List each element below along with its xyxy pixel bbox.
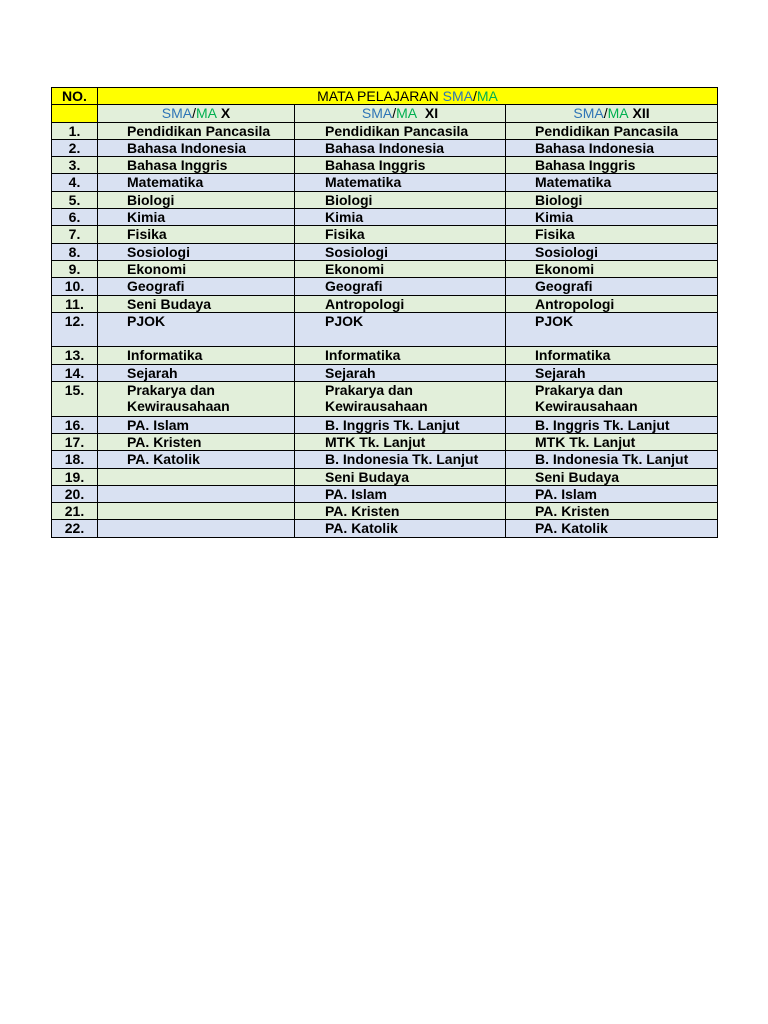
no-column-header: NO.	[52, 88, 98, 105]
subject-grade-xii: Bahasa Inggris	[506, 157, 718, 174]
grade-x-header	[98, 105, 295, 122]
row-number: 13.	[52, 347, 98, 364]
subject-grade-xi: Biologi	[295, 191, 506, 208]
subject-grade-xii: B. Indonesia Tk. Lanjut	[506, 451, 718, 468]
subject-grade-xii: Sejarah	[506, 364, 718, 381]
subject-grade-xii: Fisika	[506, 226, 718, 243]
title-slash: /	[472, 88, 477, 104]
row-number: 21.	[52, 503, 98, 520]
row-number: 8.	[52, 243, 98, 260]
grade-xi-header	[295, 105, 506, 122]
row-number: 4.	[52, 174, 98, 191]
subject-grade-x: Matematika	[98, 174, 295, 191]
row-number: 3.	[52, 157, 98, 174]
subject-grade-xii: Geografi	[506, 278, 718, 295]
grade-x-sma: SMA	[161, 105, 193, 122]
subject-grade-xi: PA. Kristen	[295, 503, 506, 520]
subjects-table	[51, 87, 718, 538]
subject-grade-xi: PA. Katolik	[295, 520, 506, 537]
subject-grade-xi: Informatika	[295, 347, 506, 364]
grade-xii-level: XII	[628, 105, 650, 122]
row-number: 16.	[52, 416, 98, 433]
subject-grade-xii: PA. Katolik	[506, 520, 718, 537]
grade-x-ma: MA	[196, 105, 217, 122]
subject-grade-xii: Seni Budaya	[506, 468, 718, 485]
subject-grade-xii: Sosiologi	[506, 243, 718, 260]
table-row	[52, 382, 718, 417]
subject-grade-x: PA. Islam	[98, 416, 295, 433]
table-row	[52, 364, 718, 381]
subject-grade-xi: B. Indonesia Tk. Lanjut	[295, 451, 506, 468]
subject-grade-x	[98, 485, 295, 502]
subject-grade-x: Biologi	[98, 191, 295, 208]
subject-grade-x: Informatika	[98, 347, 295, 364]
row-number: 19.	[52, 468, 98, 485]
grade-x-level: X	[217, 105, 231, 122]
subjects-table-body	[52, 88, 718, 538]
row-number: 14.	[52, 364, 98, 381]
row-number: 11.	[52, 295, 98, 312]
subject-grade-xi: Sejarah	[295, 364, 506, 381]
no-column-header-continued	[52, 105, 98, 122]
subject-grade-xi: Pendidikan Pancasila	[295, 122, 506, 139]
grade-xii-header	[506, 105, 718, 122]
row-number: 20.	[52, 485, 98, 502]
subject-grade-x: Sejarah	[98, 364, 295, 381]
subject-grade-x: Fisika	[98, 226, 295, 243]
subject-grade-xii: Ekonomi	[506, 260, 718, 277]
subject-grade-x: Ekonomi	[98, 260, 295, 277]
subject-grade-x: Bahasa Indonesia	[98, 139, 295, 156]
grade-x-slash: /	[192, 105, 196, 122]
subject-grade-xii: PJOK	[506, 312, 718, 347]
subject-grade-xii: MTK Tk. Lanjut	[506, 433, 718, 450]
header-row	[52, 88, 718, 105]
subject-grade-xii: B. Inggris Tk. Lanjut	[506, 416, 718, 433]
row-number: 2.	[52, 139, 98, 156]
row-number: 12.	[52, 312, 98, 347]
title-ma: MA	[476, 88, 498, 104]
table-row	[52, 139, 718, 156]
subject-grade-xi: PA. Islam	[295, 485, 506, 502]
subject-grade-xi: B. Inggris Tk. Lanjut	[295, 416, 506, 433]
subject-grade-x: PA. Kristen	[98, 433, 295, 450]
table-row	[52, 191, 718, 208]
subject-grade-xi: Seni Budaya	[295, 468, 506, 485]
subject-grade-xi: Geografi	[295, 278, 506, 295]
subject-grade-xii: Kimia	[506, 209, 718, 226]
grade-xi-slash: /	[392, 105, 397, 122]
subject-grade-xii: Bahasa Indonesia	[506, 139, 718, 156]
table-row	[52, 209, 718, 226]
subject-grade-x	[98, 520, 295, 537]
subject-grade-xi: MTK Tk. Lanjut	[295, 433, 506, 450]
subject-grade-xii: Pendidikan Pancasila	[506, 122, 718, 139]
title-sma: SMA	[442, 88, 473, 104]
subject-grade-xi: Kimia	[295, 209, 506, 226]
table-row	[52, 503, 718, 520]
table-row	[52, 260, 718, 277]
table-row	[52, 520, 718, 537]
row-number: 6.	[52, 209, 98, 226]
row-number: 5.	[52, 191, 98, 208]
table-row	[52, 122, 718, 139]
row-number: 9.	[52, 260, 98, 277]
subject-grade-xi: Prakarya dan Kewirausahaan	[295, 382, 506, 417]
subject-grade-xii: Matematika	[506, 174, 718, 191]
row-number: 17.	[52, 433, 98, 450]
subject-grade-x: Geografi	[98, 278, 295, 295]
subject-grade-x: Sosiologi	[98, 243, 295, 260]
subject-grade-xii: Informatika	[506, 347, 718, 364]
subject-grade-xi: Fisika	[295, 226, 506, 243]
subject-grade-x: PA. Katolik	[98, 451, 295, 468]
grade-xi-ma: MA	[396, 105, 418, 122]
table-title	[98, 88, 718, 105]
row-number: 22.	[52, 520, 98, 537]
grade-xii-ma: MA	[607, 105, 629, 122]
table-row	[52, 451, 718, 468]
grade-header-row	[52, 105, 718, 122]
row-number: 10.	[52, 278, 98, 295]
table-row	[52, 278, 718, 295]
table-row	[52, 295, 718, 312]
subject-grade-xii: PA. Kristen	[506, 503, 718, 520]
table-row	[52, 485, 718, 502]
subject-grade-x	[98, 503, 295, 520]
table-row	[52, 416, 718, 433]
subject-grade-xii: Biologi	[506, 191, 718, 208]
row-number: 1.	[52, 122, 98, 139]
grade-xii-slash: /	[603, 105, 608, 122]
subject-grade-xii: PA. Islam	[506, 485, 718, 502]
subject-grade-x	[98, 468, 295, 485]
subject-grade-xi: Antropologi	[295, 295, 506, 312]
row-number: 15.	[52, 382, 98, 417]
table-row	[52, 347, 718, 364]
table-row	[52, 312, 718, 347]
subject-grade-x: Prakarya dan Kewirausahaan	[98, 382, 295, 417]
subject-grade-xi: Bahasa Indonesia	[295, 139, 506, 156]
table-row	[52, 174, 718, 191]
subject-grade-xi: Sosiologi	[295, 243, 506, 260]
subject-grade-x: Kimia	[98, 209, 295, 226]
row-number: 18.	[52, 451, 98, 468]
subject-grade-xii: Prakarya dan Kewirausahaan	[506, 382, 718, 417]
subject-grade-xi: Bahasa Inggris	[295, 157, 506, 174]
table-row	[52, 433, 718, 450]
table-row	[52, 157, 718, 174]
subject-grade-xi: PJOK	[295, 312, 506, 347]
subject-grade-x: PJOK	[98, 312, 295, 347]
row-number: 7.	[52, 226, 98, 243]
subject-grade-x: Pendidikan Pancasila	[98, 122, 295, 139]
grade-xii-sma: SMA	[573, 105, 604, 122]
grade-xi-sma: SMA	[361, 105, 393, 122]
table-row	[52, 226, 718, 243]
subject-grade-xi: Ekonomi	[295, 260, 506, 277]
table-row	[52, 243, 718, 260]
subject-grade-xi: Matematika	[295, 174, 506, 191]
subject-grade-x: Seni Budaya	[98, 295, 295, 312]
table-row	[52, 468, 718, 485]
subject-grade-xii: Antropologi	[506, 295, 718, 312]
subject-grade-x: Bahasa Inggris	[98, 157, 295, 174]
title-prefix: MATA PELAJARAN	[317, 88, 443, 104]
grade-xi-level: XI	[417, 105, 439, 122]
